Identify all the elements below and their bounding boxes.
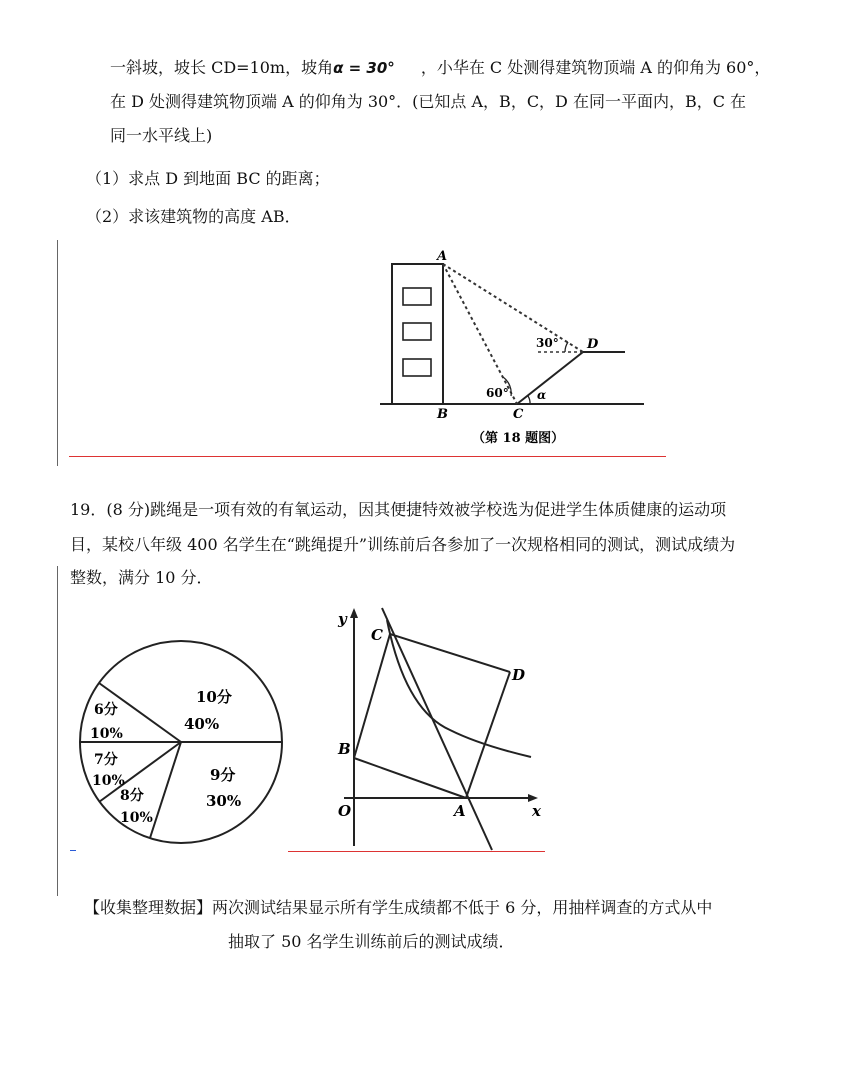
p19-line1: 19．(8 分)跳绳是一项有效的有氧运动，因其便捷特效被学校选为促进学生体质健康的运动项	[70, 500, 727, 519]
sight-line-ad	[443, 264, 583, 352]
p18-question1: （1）求点 D 到地面 BC 的距离；	[86, 169, 330, 188]
label-C: C	[371, 626, 383, 644]
p18-line3: 同一水平线上)	[110, 126, 213, 145]
margin-rule-lower	[57, 566, 58, 896]
window-3	[403, 359, 431, 376]
segment-bc	[354, 634, 390, 758]
collect-line2: 抽取了 50 名学生训练前后的测试成绩．	[228, 932, 515, 951]
label-A: A	[454, 802, 466, 820]
window-2	[403, 323, 431, 340]
pie-label-9: 9分	[210, 766, 236, 784]
red-rule-1	[69, 456, 666, 457]
p18-line1	[110, 58, 770, 78]
p19-line2: 目，某校八年级 400 名学生在“跳绳提升”训练前后各参加了一次规格相同的测试，测试成绩为	[70, 535, 736, 554]
figure-18	[380, 246, 650, 448]
label-A: A	[437, 249, 448, 264]
pie-pct-9: 30%	[206, 792, 242, 810]
pie-figure	[74, 622, 288, 850]
window-1	[403, 288, 431, 305]
label-C: C	[513, 407, 524, 422]
figure-18-svg	[380, 246, 650, 448]
collect-line1: 【收集整理数据】两次测试结果显示所有学生成绩都不低于 6 分，用抽样调查的方式从中	[84, 898, 713, 917]
label-angle-30: 30°	[536, 336, 559, 350]
label-O: O	[338, 802, 352, 820]
label-alpha: α	[537, 388, 547, 402]
p18-line2: 在 D 处测得建筑物顶端 A 的仰角为 30°．(已知点 A，B，C，D 在同一平面内，B，C 在	[110, 92, 747, 111]
segment-da	[466, 672, 510, 798]
pie-divider-south	[150, 742, 181, 838]
p18-question2: （2）求该建筑物的高度 AB．	[86, 207, 301, 226]
p18-line1-a: 一斜坡，坡长 CD=10m，坡角	[110, 58, 334, 77]
pie-label-8: 8分	[120, 788, 144, 804]
figure-18-caption: （第 18 题图）	[472, 431, 565, 446]
pie-label-6: 6分	[94, 702, 118, 718]
coordinate-figure	[330, 600, 545, 855]
coordinate-svg	[330, 600, 545, 855]
red-rule-2	[288, 851, 545, 852]
p18-line1-b: ，小华在 C 处测得建筑物顶端 A 的仰角为 60°，	[420, 58, 771, 77]
y-axis-arrow	[350, 608, 358, 618]
slope-angle-label: α = 30°	[333, 59, 395, 77]
p19-line3: 整数，满分 10 分．	[70, 568, 213, 587]
line-ac-extended	[382, 608, 492, 850]
slope-cd	[517, 352, 583, 404]
pie-svg	[74, 622, 288, 850]
label-B: B	[437, 407, 448, 422]
margin-rule-upper	[57, 240, 58, 466]
label-D: D	[587, 337, 599, 352]
pie-label-7: 7分	[94, 752, 118, 768]
label-y: y	[338, 610, 347, 628]
arc-alpha	[528, 396, 530, 404]
pie-pct-7: 10%	[92, 773, 125, 789]
pie-label-10: 10分	[196, 688, 232, 706]
arc-30	[565, 342, 568, 352]
label-B: B	[338, 740, 351, 758]
pie-pct-10: 40%	[184, 715, 220, 733]
x-axis-arrow	[528, 794, 538, 802]
label-x: x	[532, 802, 541, 820]
blue-mark	[70, 850, 76, 851]
building-outline	[392, 264, 443, 404]
pie-pct-6: 10%	[90, 726, 123, 742]
pie-pct-8: 10%	[120, 810, 153, 826]
label-D: D	[512, 666, 526, 684]
segment-ba	[354, 758, 466, 798]
label-angle-60: 60°	[486, 386, 509, 400]
sight-line-ac	[443, 264, 517, 404]
